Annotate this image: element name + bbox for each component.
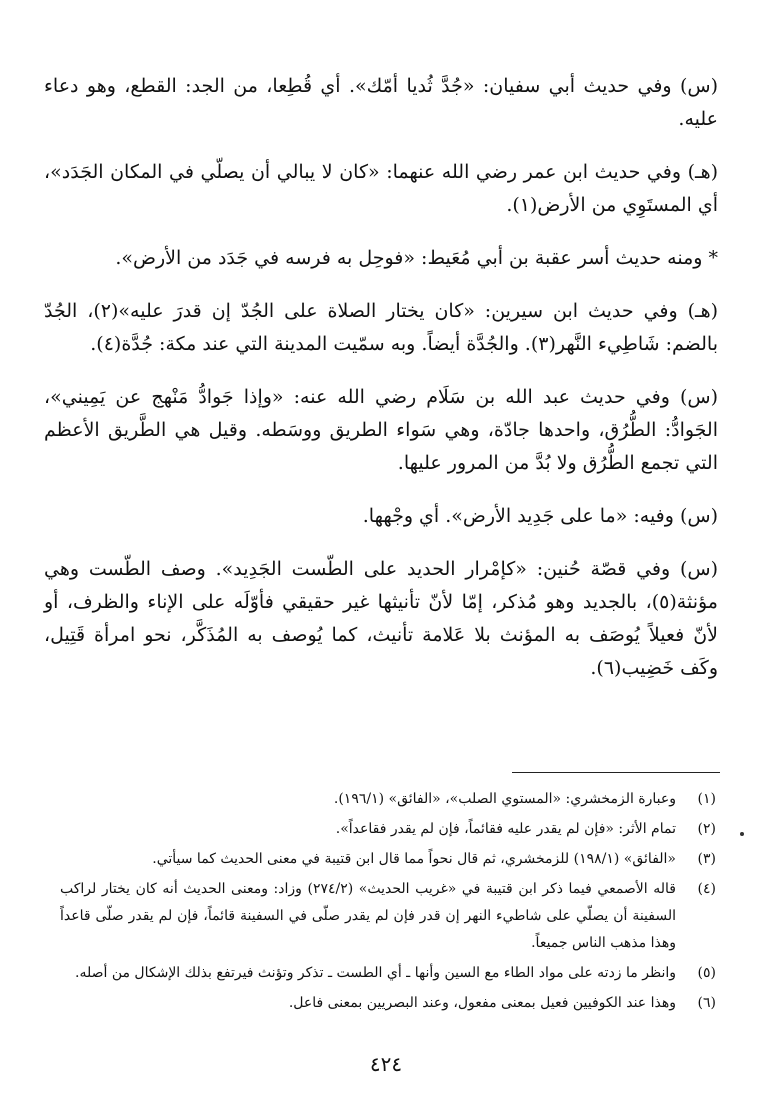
footnote-4: [60, 876, 716, 957]
footnote-text: تمام الأثر: «فإن لم يقدر عليه فقائماً، فإن لم يقدر فقاعداً».: [335, 821, 676, 837]
paragraph-1: (س) وفي حديث أبي سفيان: «جُدَّ ثُديا أمّك». أي قُطِعا، من الجد: القطع، وهو دعاء عليه.: [44, 75, 719, 130]
footnote-number: (٤): [697, 881, 716, 897]
footnote-text: «الفائق» (١٩٨/١) للزمخشري، ثم قال نحواً مما قال ابن قتيبة في معنى الحديث كما سيأتي.: [152, 851, 676, 867]
margin-mark: [740, 832, 744, 836]
footnote-text: قاله الأصمعي فيما ذكر ابن قتيبة في «غريب الحديث» (٢٧٤/٢) وزاد: ومعنى الحديث أنه كان يختار لراكب السفينة أن يصلّي على شاطيء النهر إن قدر فإن لم يقدر صلّى في السفينة قائماً، فإن لم يقدر صلّى قاعداً وهذا مذهب الناس جميعاً.: [60, 881, 676, 951]
footnotes: [60, 786, 716, 1020]
paragraph-2: (هـ) وفي حديث ابن عمر رضي الله عنهما: «كان لا يبالي أن يصلّي في المكان الجَدَد»، أي المستَوِي من الأرض(١).: [44, 161, 718, 216]
footnote-text: وعبارة الزمخشري: «المستوي الصلب»، «الفائق» (١٩٦/١).: [333, 791, 676, 807]
footnote-number: (٦): [697, 995, 716, 1011]
paragraph-7: (س) وفي قصّة حُنين: «كإمْرار الحديد على الطّست الجَدِيد». وصف الطّست وهي مؤنثة(٥)، بالجديد وهو مُذكر، إمّا لأنّ تأنيثها غير حقيقي فأوّلَه على الإناء والظرف، أو لأنّ فعيلاً يُوصَف به المؤنث بلا عَلامة تأنيث، كما يُوصف به المُذَكَّر، نحو امرأة قَتِيل، وكَف خَضِيب(٦).: [44, 558, 718, 679]
paragraph-3: * ومنه حديث أسر عقبة بن أبي مُعَيط: «فوحِل به فرسه في جَدَد من الأرض».: [115, 247, 718, 269]
paragraph-6: (س) وفيه: «ما على جَدِيد الأرض». أي وجْهها.: [362, 505, 718, 527]
footnote-1: [60, 786, 716, 813]
footnote-number: (٢): [697, 821, 716, 837]
footnote-3: [60, 846, 716, 873]
main-text: [44, 70, 718, 705]
footnote-5: [60, 960, 716, 987]
footnote-number: (٣): [697, 851, 716, 867]
footnote-6: [60, 990, 716, 1017]
footnote-text: وانظر ما زدته على مواد الطاء مع السين وأنها ـ أي الطست ـ تذكر وتؤنث فيرتفع بذلك الإشكال من أصله.: [75, 965, 676, 981]
paragraph-5: (س) وفي حديث عبد الله بن سَلَام رضي الله عنه: «وإذا جَوادُّ مَنْهج عن يَمِيني»، الجَوادُّ: الطُّرُق، واحدها جادّة، وهي سَواء الطريق ووسَطه. وقيل هي الطَّريق الأعظم التي تجمع الطُّرُق ولا بُدَّ من المرور عليها.: [44, 386, 718, 474]
footnote-text: وهذا عند الكوفيين فعيل بمعنى مفعول، وعند البصريين بمعنى فاعل.: [288, 995, 676, 1011]
footnote-divider: [512, 772, 720, 773]
page-number: ٤٢٤: [369, 1052, 403, 1076]
footnote-number: (٥): [697, 965, 716, 981]
footnote-number: (١): [697, 791, 716, 807]
footnote-2: [60, 816, 716, 843]
paragraph-4: (هـ) وفي حديث ابن سيرين: «كان يختار الصلاة على الجُدّ إن قدرَ عليه»(٢)، الجُدّ بالضم: شَاطِيء النَّهر(٣). والجُدَّة أيضاً. وبه سمّيت المدينة التي عند مكة: جُدَّة(٤).: [44, 300, 719, 355]
